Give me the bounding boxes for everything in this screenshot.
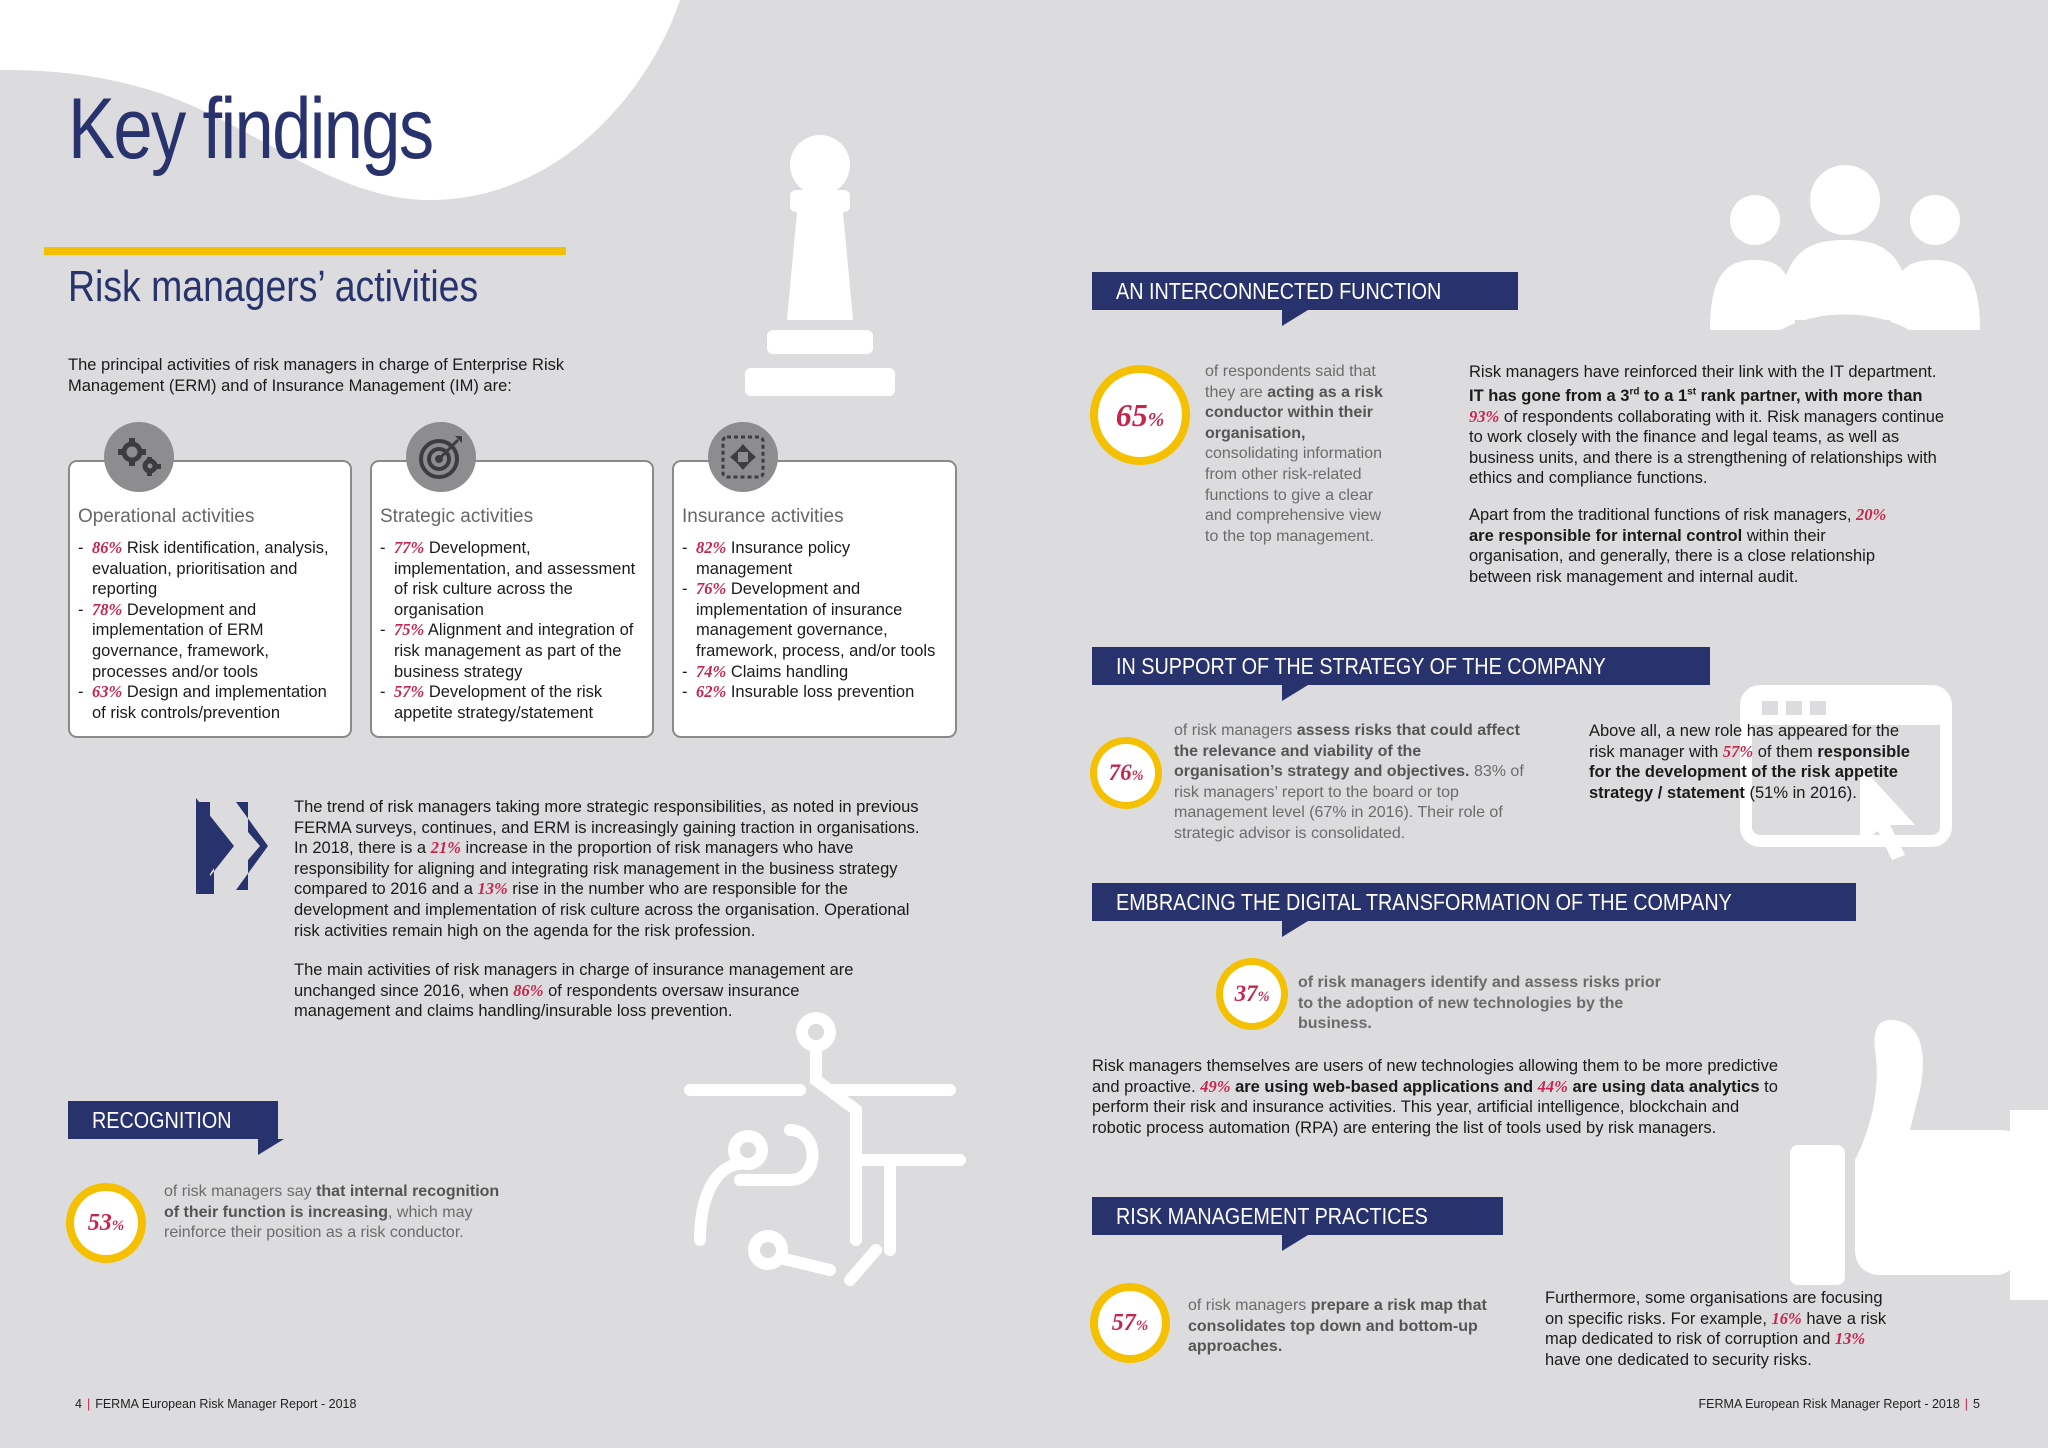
text-bold: responsible for the development of the risk appetite strategy / statement [1589,742,1910,802]
badge-number: 57% [1111,1309,1149,1336]
item-text: Development, implementation, and assessment of risk culture across the organisation [394,539,636,619]
gears-icon [104,422,174,492]
item-text: Insurance policy management [696,539,851,578]
footer-left: 4 | FERMA European Risk Manager Report - 2018 [75,1397,357,1411]
percent-value: 78% [92,599,123,619]
badge-number: 65% [1115,396,1165,433]
text-bold: acting as a risk conductor within their organisation, [1205,383,1383,442]
text: The main activities of risk managers in charge of insurance management are unchanged since 2016, when [294,961,854,1000]
text: of respondents said that they are [1205,363,1376,401]
digital-badge-text: of risk managers identify and assess risks prior to the adoption of new technologies by the business. [1298,974,1661,1033]
text-bold: to a 1 [1639,387,1688,406]
item-text: Alignment and integration of risk management as part of the business strategy [394,621,634,681]
list-item [380,682,642,723]
badge-value: 57 [1111,1309,1136,1336]
percent-value: 86% [92,538,123,557]
item-text: Claims handling [726,662,849,681]
percent-value: 57% [394,682,425,702]
list-item [682,662,945,683]
trend-paragraph-2 [294,960,894,1022]
banner-label: RISK MANAGEMENT PRACTICES [1116,1203,1428,1229]
superscript: st [1687,386,1697,398]
card-list [682,538,945,703]
card-list [78,538,340,723]
percent-value: 13% [477,879,508,899]
list-item [682,538,945,579]
text: of risk managers say [164,1183,317,1200]
text-bold: are responsible for internal control [1469,526,1743,545]
text: Risk managers themselves are users of new technologies allowing them to be more predictive and proactive. [1092,1057,1778,1096]
item-text: Risk identification, analysis, evaluation, prioritisation and reporting [92,539,329,599]
percent-value: 16% [1771,1308,1802,1328]
badge-number: 76% [1108,760,1144,785]
practices-left-text [1188,1296,1488,1358]
text-bold: IT has gone from a 3 [1469,387,1630,406]
text: increase in the proportion of risk managers who have responsibility for aligning and integrating risk management in the business strategy compared to 2016 and a [294,839,898,899]
percent-value: 49% [1200,1076,1231,1096]
recognition-text [164,1182,504,1244]
text: of them [1753,742,1818,761]
banner-label: RECOGNITION [92,1107,232,1133]
text: of respondents collaborating with it. Risk managers continue to work closely with the finance and legal teams, as well as business units, and there is a strengthening of relationships with ethics and compliance functions. [1469,407,1945,488]
strategy-left-text [1174,721,1534,845]
banner-label: AN INTERCONNECTED FUNCTION [1116,278,1442,304]
card-heading: Insurance activities [682,506,844,527]
network-lines-icon [680,1010,970,1290]
badge-53 [66,1183,146,1263]
card-strategic-activities [370,460,654,738]
list-item [682,682,945,703]
percent-value: 76% [696,579,727,599]
text-bold: are using data analytics [1567,1077,1760,1096]
banner-strategy-support [1092,647,1710,685]
footer-text: FERMA European Risk Manager Report - 2018 [1698,1397,1960,1411]
list-item [78,538,340,600]
footer-right: FERMA European Risk Manager Report - 2018 | 5 [1698,1397,1980,1411]
badge-57 [1090,1283,1170,1363]
page-number: 5 [1973,1397,1980,1411]
badge-number: 37% [1234,981,1270,1006]
banner-label: IN SUPPORT OF THE STRATEGY OF THE COMPANY [1116,653,1606,679]
percent-value: 20% [1856,505,1887,524]
percent-value: 57% [1722,741,1754,761]
text-bold: are using web-based applications and [1230,1077,1538,1096]
text: Risk managers have reinforced their link with the IT department. [1469,363,1937,381]
trend-paragraph-1 [294,797,934,941]
interconnected-right-paragraph-2 [1469,505,1889,587]
percent-value: 82% [696,538,727,557]
section-subtitle: Risk managers’ activities [68,262,479,311]
card-insurance-activities [672,460,957,738]
badge-65 [1090,365,1190,465]
percent-value: 75% [394,620,425,640]
text: Furthermore, some organisations are focusing on specific risks. For example, [1545,1289,1883,1328]
text: (51% in 2016). [1744,783,1857,802]
text: Apart from the traditional functions of risk managers, [1469,506,1857,524]
interconnected-left-text [1205,362,1395,547]
percent-value: 86% [513,980,544,1000]
text: to perform their risk and insurance activities. This year, artificial intelligence, blockchain and robotic process automation (RPA) are entering the list of tools used by risk managers. [1092,1077,1778,1137]
double-chevron-icon [196,798,278,894]
banner-recognition [68,1101,278,1139]
page-title: Key findings [68,81,433,177]
practices-right-text [1545,1288,1905,1370]
percent-value: 63% [92,682,123,702]
percent-value: 74% [696,661,727,681]
team-people-icon [1700,160,1990,360]
thumbs-up-icon [1770,1010,2048,1300]
list-item [380,538,642,620]
superscript: rd [1629,386,1640,398]
item-text: Insurable loss prevention [726,683,915,702]
badge-37 [1216,958,1288,1030]
text: have one dedicated to security risks. [1545,1350,1812,1369]
text-bold: assess risks that could affect the relevance and viability of the organisation’s strategy and objectives. [1174,722,1520,781]
percent-value: 62% [696,682,727,702]
percent-value: 21% [430,838,461,858]
text-bold: rank partner, with more than [1696,387,1923,406]
card-list [380,538,642,723]
percent-value: 44% [1537,1076,1568,1096]
banner-digital-transformation [1092,883,1856,921]
item-text: Development and implementation of ERM governance, framework, processes and/or tools [92,600,269,681]
item-text: Development of the risk appetite strategy/statement [394,683,603,722]
text: The trend of risk managers taking more strategic responsibilities, as noted in previous FERMA surveys, continues, and ERM is increasingly gaining traction in organisations. In 2018, there is a [294,798,920,858]
digital-paragraph [1092,1056,1792,1138]
text: of risk managers [1174,722,1297,739]
badge-value: 53 [87,1209,112,1236]
badge-76 [1090,737,1162,809]
text-bold: prepare a risk map that consolidates top down and bottom-up approaches. [1188,1297,1487,1356]
list-item [682,579,945,661]
text: Above all, a new role has appeared for the risk manager with [1589,722,1900,761]
badge-value: 76 [1108,760,1132,785]
strategy-right-text [1589,721,1929,803]
card-heading: Operational activities [78,506,255,527]
badge-value: 37 [1234,981,1258,1006]
text-bold: that internal recognition of their function is increasing [164,1183,500,1221]
text: , which may reinforce their position as a risk conductor. [164,1203,473,1242]
text: 83% of risk managers’ report to the board or top management level (67% in 2016). Their role of strategic advisor is consolidated. [1174,763,1524,842]
footer-text: FERMA European Risk Manager Report - 2018 [95,1397,357,1411]
text: rise in the number who are responsible for the development and implementation of risk culture across the organisation. Operational risk activities remain high on the agenda for the risk profession. [294,880,910,940]
percent-value: 13% [1834,1329,1866,1349]
banner-interconnected-function [1092,272,1518,310]
interconnected-right-paragraph-1 [1469,362,1949,489]
text: consolidating information from other risk-related functions to give a clear and comprehensive view to the top management. [1205,445,1382,545]
card-heading: Strategic activities [380,506,534,527]
intro-paragraph: The principal activities of risk managers in charge of Enterprise Risk Management (ERM) and of Insurance Management (IM) are: [68,356,565,395]
item-text: Design and implementation of risk controls/prevention [92,683,327,722]
badge-value: 65 [1115,396,1148,433]
target-icon [406,422,476,492]
page-number: 4 [75,1397,82,1411]
percent-value: 77% [394,538,425,557]
list-item [78,682,340,723]
text: within their organisation, and generally, there is a close relationship between risk management and internal audit. [1469,526,1876,586]
banner-label: EMBRACING THE DIGITAL TRANSFORMATION OF THE COMPANY [1116,889,1732,915]
card-operational-activities [68,460,352,738]
list-item [78,600,340,682]
badge-number: 53% [87,1209,125,1236]
percent-value: 93% [1469,406,1500,426]
shield-arrows-icon [708,422,778,492]
title-underline-bar [44,247,566,255]
text: of risk managers [1188,1297,1311,1314]
text: of respondents oversaw insurance management and claims handling/insurable loss prevention. [294,981,800,1021]
list-item [380,620,642,682]
item-text: Development and implementation of insurance management governance, framework, process, and/or tools [696,580,936,660]
banner-risk-management-practices [1092,1197,1503,1235]
text: have a risk map dedicated to risk of corruption and [1545,1309,1887,1349]
chess-pawn-icon [735,130,905,410]
